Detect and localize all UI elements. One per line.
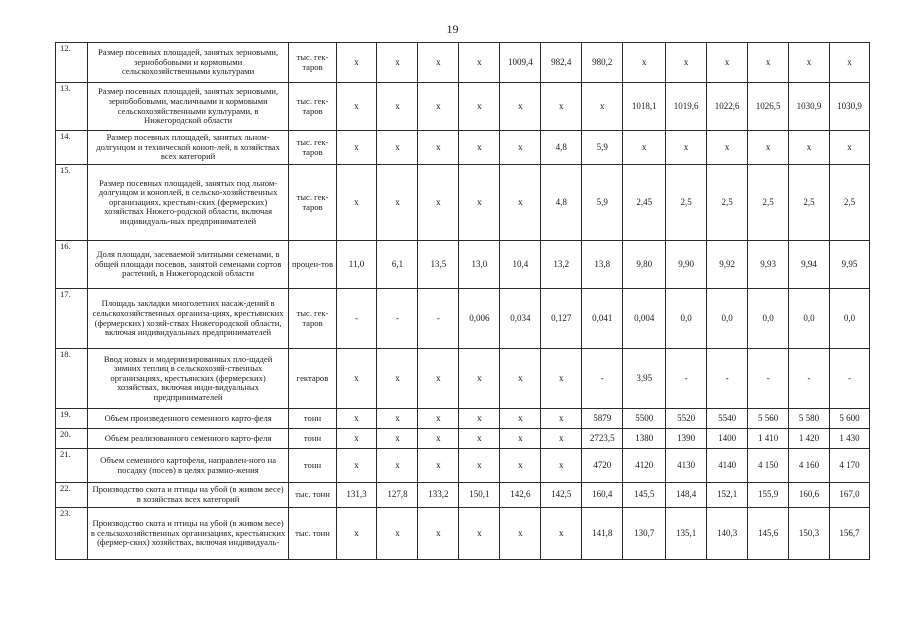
value-cell: х <box>377 449 418 483</box>
table-row <box>56 449 870 483</box>
value-cell: х <box>459 508 500 560</box>
value-cell: 4130 <box>666 449 707 483</box>
value-cell: 145,5 <box>623 483 666 508</box>
value-cell: х <box>459 131 500 165</box>
value-cell: 160,4 <box>582 483 623 508</box>
indicator-table <box>55 42 870 560</box>
value-cell: 0,034 <box>500 289 541 349</box>
value-cell: х <box>418 429 459 449</box>
value-cell: х <box>336 449 377 483</box>
value-cell: 142,5 <box>541 483 582 508</box>
value-cell: - <box>666 349 707 409</box>
value-cell: 5879 <box>582 409 623 429</box>
value-cell: х <box>336 409 377 429</box>
value-cell: х <box>418 508 459 560</box>
value-cell: х <box>707 43 748 83</box>
value-cell: х <box>459 449 500 483</box>
value-cell: 1390 <box>666 429 707 449</box>
indicator-name: Производство скота и птицы на убой (в живом весе) в хозяйствах всех категорий <box>87 483 289 508</box>
value-cell: 1018,1 <box>623 83 666 131</box>
value-cell: 6,1 <box>377 241 418 289</box>
value-cell: - <box>377 289 418 349</box>
value-cell: 9,92 <box>707 241 748 289</box>
value-cell: х <box>377 508 418 560</box>
table-row <box>56 83 870 131</box>
value-cell: 1030,9 <box>789 83 830 131</box>
value-cell: 1030,9 <box>830 83 870 131</box>
value-cell: 0,004 <box>623 289 666 349</box>
unit-cell: процен-тов <box>289 241 336 289</box>
value-cell: 2,5 <box>666 165 707 241</box>
value-cell: х <box>500 409 541 429</box>
value-cell: х <box>830 43 870 83</box>
value-cell: х <box>418 349 459 409</box>
value-cell: х <box>377 349 418 409</box>
table-row <box>56 43 870 83</box>
table-row <box>56 349 870 409</box>
value-cell: 133,2 <box>418 483 459 508</box>
value-cell: х <box>377 131 418 165</box>
value-cell: 1026,5 <box>748 83 789 131</box>
value-cell: х <box>541 508 582 560</box>
unit-cell: тыс. тонн <box>289 508 336 560</box>
unit-cell: гектаров <box>289 349 336 409</box>
value-cell: х <box>418 131 459 165</box>
row-number: 15. <box>56 165 88 241</box>
row-number: 22. <box>56 483 88 508</box>
value-cell: х <box>541 449 582 483</box>
value-cell: 141,8 <box>582 508 623 560</box>
value-cell: х <box>500 83 541 131</box>
value-cell: 2,5 <box>748 165 789 241</box>
value-cell: 11,0 <box>336 241 377 289</box>
value-cell: 4 150 <box>748 449 789 483</box>
table-row <box>56 131 870 165</box>
page-number: 19 <box>446 22 459 36</box>
value-cell: 142,6 <box>500 483 541 508</box>
value-cell: 152,1 <box>707 483 748 508</box>
value-cell: 3,95 <box>623 349 666 409</box>
value-cell: х <box>500 508 541 560</box>
value-cell: х <box>541 429 582 449</box>
value-cell: х <box>336 131 377 165</box>
value-cell: 130,7 <box>623 508 666 560</box>
value-cell: 4,8 <box>541 131 582 165</box>
value-cell: 156,7 <box>830 508 870 560</box>
value-cell: 1022,6 <box>707 83 748 131</box>
value-cell: - <box>336 289 377 349</box>
value-cell: 9,93 <box>748 241 789 289</box>
value-cell: х <box>459 349 500 409</box>
value-cell: х <box>541 349 582 409</box>
unit-cell: тыс. гек-таров <box>289 43 336 83</box>
unit-cell: тонн <box>289 449 336 483</box>
indicator-name: Площадь закладки многолетних насаж-дений в сельскохозяйственных организа-циях, крестьянских (фермерских) хозяй-ствах Нижегородской области, включая индивидуальных предпринимателей <box>87 289 289 349</box>
value-cell: 5500 <box>623 409 666 429</box>
row-number: 21. <box>56 449 88 483</box>
value-cell: 4 160 <box>789 449 830 483</box>
value-cell: х <box>336 349 377 409</box>
value-cell: 160,6 <box>789 483 830 508</box>
value-cell: 5 600 <box>830 409 870 429</box>
value-cell: х <box>377 165 418 241</box>
value-cell: 13,2 <box>541 241 582 289</box>
table-row <box>56 241 870 289</box>
table-row <box>56 483 870 508</box>
value-cell: 2,5 <box>789 165 830 241</box>
value-cell: 5,9 <box>582 131 623 165</box>
value-cell: х <box>336 165 377 241</box>
value-cell: 150,1 <box>459 483 500 508</box>
value-cell: 9,90 <box>666 241 707 289</box>
row-number: 14. <box>56 131 88 165</box>
value-cell: 127,8 <box>377 483 418 508</box>
value-cell: х <box>541 409 582 429</box>
indicator-name: Объем семенного картофеля, направлен-ного на посадку (посев) в целях размно-жения <box>87 449 289 483</box>
value-cell: 135,1 <box>666 508 707 560</box>
value-cell: - <box>789 349 830 409</box>
unit-cell: тонн <box>289 409 336 429</box>
value-cell: х <box>500 165 541 241</box>
value-cell: х <box>336 83 377 131</box>
value-cell: 0,0 <box>830 289 870 349</box>
value-cell: 145,6 <box>748 508 789 560</box>
value-cell: 0,0 <box>666 289 707 349</box>
value-cell: х <box>500 131 541 165</box>
indicator-name: Размер посевных площадей, занятых под льном-долгунцом и коноплей, в сельско-хозяйственных организациях, крестьян-ских (фермерских) хозяйствах Нижего-родской области, включая индивидуаль-ных предпринимателей <box>87 165 289 241</box>
value-cell: 5,9 <box>582 165 623 241</box>
value-cell: 4140 <box>707 449 748 483</box>
value-cell: - <box>582 349 623 409</box>
table-row <box>56 289 870 349</box>
value-cell: х <box>830 131 870 165</box>
value-cell: х <box>336 508 377 560</box>
value-cell: х <box>377 43 418 83</box>
indicator-name: Производство скота и птицы на убой (в живом весе) в сельскохозяйственных организациях, крестьянских (фермер-ских) хозяйствах, включая индивидуаль- <box>87 508 289 560</box>
value-cell: х <box>500 449 541 483</box>
table-row <box>56 429 870 449</box>
value-cell: 167,0 <box>830 483 870 508</box>
indicator-name: Размер посевных площадей, занятых зерновыми, зернобобовыми и кормовыми сельскохозяйственными культурами <box>87 43 289 83</box>
value-cell: х <box>418 165 459 241</box>
value-cell: х <box>418 43 459 83</box>
indicator-name: Размер посевных площадей, занятых зерновыми, зернобобовыми, масличными и кормовыми сельскохозяйственными культурами, в Нижегородской области <box>87 83 289 131</box>
value-cell: 5540 <box>707 409 748 429</box>
value-cell: 0,041 <box>582 289 623 349</box>
row-number: 23. <box>56 508 88 560</box>
value-cell: х <box>748 131 789 165</box>
value-cell: - <box>830 349 870 409</box>
value-cell: 13,8 <box>582 241 623 289</box>
table-row <box>56 409 870 429</box>
value-cell: 5 580 <box>789 409 830 429</box>
value-cell: 4,8 <box>541 165 582 241</box>
value-cell: х <box>336 429 377 449</box>
value-cell: 13,0 <box>459 241 500 289</box>
value-cell: 140,3 <box>707 508 748 560</box>
value-cell: х <box>500 429 541 449</box>
value-cell: 1 410 <box>748 429 789 449</box>
value-cell: 0,006 <box>459 289 500 349</box>
value-cell: х <box>582 83 623 131</box>
value-cell: х <box>418 83 459 131</box>
table-row <box>56 165 870 241</box>
value-cell: 10,4 <box>500 241 541 289</box>
row-number: 16. <box>56 241 88 289</box>
value-cell: 1 420 <box>789 429 830 449</box>
value-cell: 2,5 <box>830 165 870 241</box>
row-number: 18. <box>56 349 88 409</box>
value-cell: 4 170 <box>830 449 870 483</box>
value-cell: х <box>748 43 789 83</box>
value-cell: х <box>459 429 500 449</box>
value-cell: х <box>789 131 830 165</box>
value-cell: 980,2 <box>582 43 623 83</box>
value-cell: х <box>666 131 707 165</box>
unit-cell: тыс. гек-таров <box>289 165 336 241</box>
value-cell: 9,80 <box>623 241 666 289</box>
value-cell: 1009,4 <box>500 43 541 83</box>
value-cell: х <box>459 409 500 429</box>
value-cell: 9,95 <box>830 241 870 289</box>
unit-cell: тыс. гек-таров <box>289 83 336 131</box>
value-cell: х <box>377 409 418 429</box>
unit-cell: тонн <box>289 429 336 449</box>
value-cell: х <box>377 429 418 449</box>
value-cell: 1 430 <box>830 429 870 449</box>
value-cell: х <box>500 349 541 409</box>
value-cell: - <box>748 349 789 409</box>
value-cell: 150,3 <box>789 508 830 560</box>
value-cell: 982,4 <box>541 43 582 83</box>
value-cell: - <box>707 349 748 409</box>
value-cell: 2,5 <box>707 165 748 241</box>
indicator-name: Объем произведенного семенного карто-феля <box>87 409 289 429</box>
value-cell: 2,45 <box>623 165 666 241</box>
value-cell: х <box>377 83 418 131</box>
value-cell: 4120 <box>623 449 666 483</box>
indicator-name: Объем реализованного семенного карто-феля <box>87 429 289 449</box>
value-cell: 0,127 <box>541 289 582 349</box>
value-cell: 5520 <box>666 409 707 429</box>
value-cell: 4720 <box>582 449 623 483</box>
value-cell: 0,0 <box>748 289 789 349</box>
value-cell: х <box>418 449 459 483</box>
value-cell: х <box>789 43 830 83</box>
value-cell: 9,94 <box>789 241 830 289</box>
value-cell: 155,9 <box>748 483 789 508</box>
row-number: 12. <box>56 43 88 83</box>
value-cell: 5 560 <box>748 409 789 429</box>
value-cell: х <box>459 43 500 83</box>
row-number: 19. <box>56 409 88 429</box>
value-cell: х <box>623 131 666 165</box>
value-cell: 1400 <box>707 429 748 449</box>
indicator-name: Доля площади, засеваемой элитными семенами, в общей площади посевов, занятой семенами сортов растений, в Нижегородской области <box>87 241 289 289</box>
row-number: 20. <box>56 429 88 449</box>
value-cell: х <box>707 131 748 165</box>
value-cell: х <box>541 83 582 131</box>
unit-cell: тыс. тонн <box>289 483 336 508</box>
value-cell: х <box>459 165 500 241</box>
value-cell: 1380 <box>623 429 666 449</box>
indicator-name: Ввод новых и модернизированных пло-щадей зимних теплиц в сельскохозяй-ственных организациях, крестьянских (фермерских) хозяйствах, включая инди-видуальных предпринимателей <box>87 349 289 409</box>
value-cell: 2723,5 <box>582 429 623 449</box>
value-cell: х <box>336 43 377 83</box>
value-cell: х <box>666 43 707 83</box>
value-cell: - <box>418 289 459 349</box>
row-number: 13. <box>56 83 88 131</box>
table-row <box>56 508 870 560</box>
indicator-name: Размер посевных площадей, занятых льном-долгунцом и технической коноп-лей, в хозяйствах всех категорий <box>87 131 289 165</box>
value-cell: х <box>459 83 500 131</box>
value-cell: 148,4 <box>666 483 707 508</box>
row-number: 17. <box>56 289 88 349</box>
unit-cell: тыс. гек-таров <box>289 131 336 165</box>
value-cell: 13,5 <box>418 241 459 289</box>
value-cell: 131,3 <box>336 483 377 508</box>
value-cell: х <box>418 409 459 429</box>
value-cell: 0,0 <box>707 289 748 349</box>
unit-cell: тыс. гек-таров <box>289 289 336 349</box>
value-cell: х <box>623 43 666 83</box>
value-cell: 0,0 <box>789 289 830 349</box>
value-cell: 1019,6 <box>666 83 707 131</box>
